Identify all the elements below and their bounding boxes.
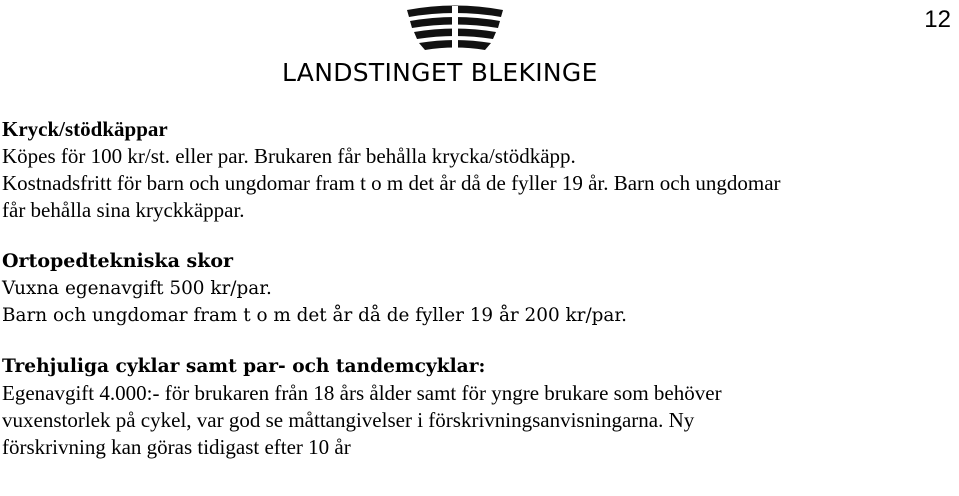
document-body [2,116,952,485]
page-number: 12 [924,6,951,33]
text-line: Köpes för 100 kr/st. eller par. Brukaren får behålla krycka/stödkäpp. [2,144,576,168]
section-heading: Kryck/stödkäppar [2,117,168,141]
text-line: Barn och ungdomar fram t o m det år då de fyller 19 år 200 kr/par. [2,305,627,326]
ship-emblem-icon [405,4,505,54]
section-trehjuliga-cyklar [2,353,952,461]
text-line: Kostnadsfritt för barn och ungdomar fram t o m det år då de fyller 19 år. Barn och ungdomar [2,171,781,195]
text-line: Egenavgift 4.000:- för brukaren från 18 års ålder samt för yngre brukare som behöver [2,381,722,405]
section-heading: Trehjuliga cyklar samt par- och tandemcyklar: [2,356,486,377]
text-line: förskrivning kan göras tidigast efter 10 år [2,435,351,459]
logo-text: LANDSTINGET BLEKINGE [282,58,598,87]
landstinget-blekinge-logo [282,4,642,88]
text-line: får behålla sina kryckkäppar. [2,198,245,222]
text-line: vuxenstorlek på cykel, var god se måttangivelser i förskrivningsanvisningarna. Ny [2,408,695,432]
section-kryck [2,116,952,224]
section-heading: Ortopedtekniska skor [2,250,234,272]
text-line: Vuxna egenavgift 500 kr/par. [2,278,272,299]
section-ortopedtekniska-skor [2,248,952,329]
